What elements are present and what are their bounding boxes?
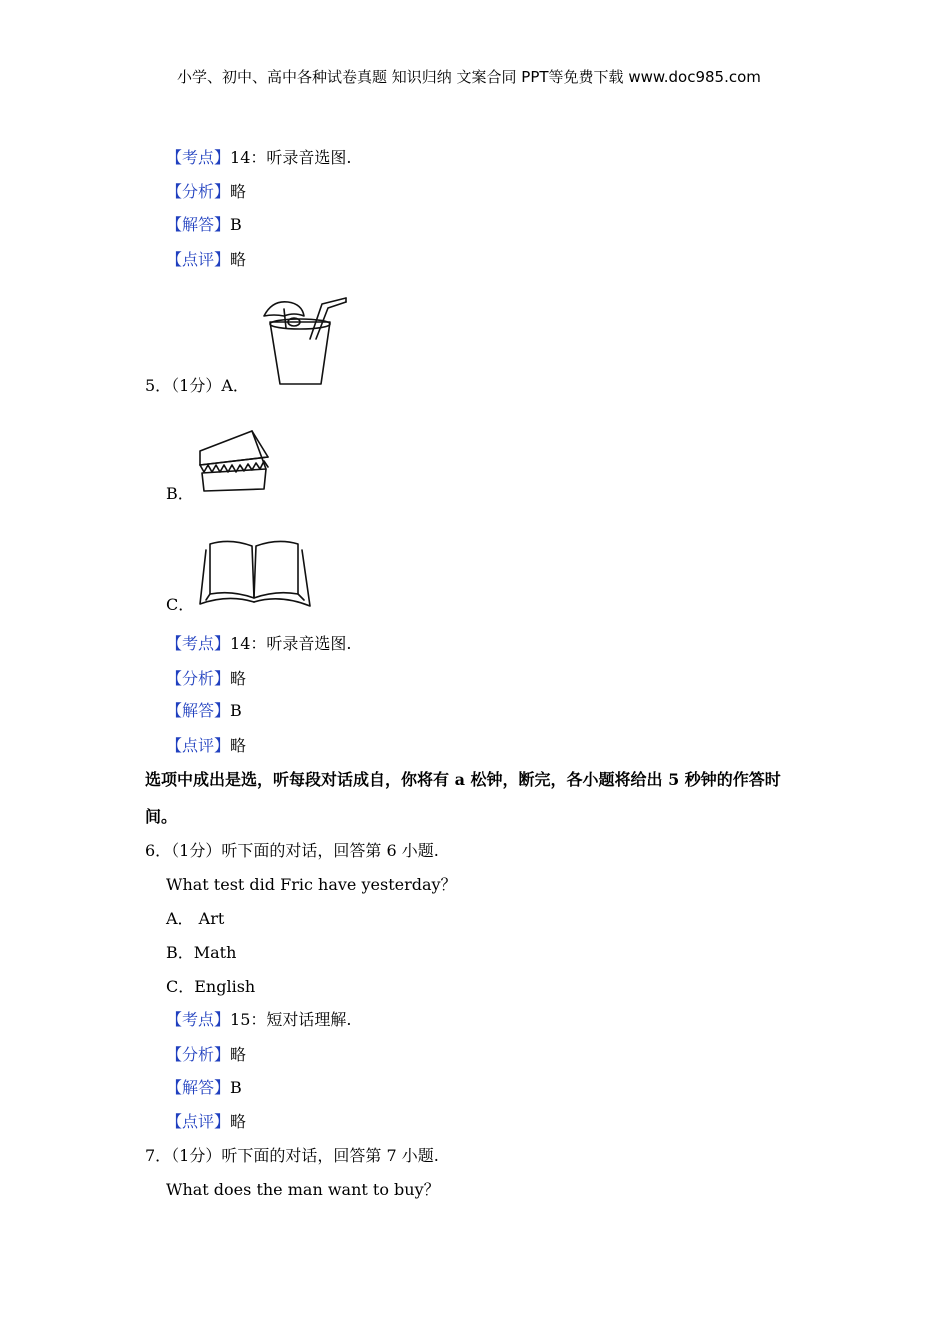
open-book-icon	[194, 536, 314, 608]
dianping-row	[166, 736, 246, 756]
fenxi-text: 略	[230, 1045, 247, 1064]
dianping-row	[166, 250, 246, 270]
kaodian-text: 14：听录音选图.	[230, 148, 352, 167]
instruction-line-1: 选项中成出是选，听每段对话成自，你将有 a 松钟，断完，各小题将给出 5 秒钟的作答时	[145, 770, 781, 789]
jieda-label: 【解答】	[166, 1078, 231, 1097]
kaodian-text: 15：短对话理解.	[230, 1010, 352, 1029]
q7-stem: 7．（1分）听下面的对话，回答第 7 小题.	[145, 1146, 439, 1165]
q5-option-c-label: C．	[166, 595, 195, 614]
q5-option-b-label: B．	[166, 484, 194, 503]
jieda-row	[166, 215, 242, 235]
kaodian-label: 【考点】	[166, 1010, 231, 1029]
jieda-label: 【解答】	[166, 701, 231, 720]
kaodian-text: 14：听录音选图.	[230, 634, 352, 653]
dianping-label: 【点评】	[166, 736, 231, 755]
fenxi-label: 【分析】	[166, 669, 231, 688]
fenxi-text: 略	[230, 669, 247, 688]
q6-stem: 6．（1分）听下面的对话，回答第 6 小题.	[145, 841, 439, 860]
jieda-label: 【解答】	[166, 215, 231, 234]
jieda-text: B	[230, 701, 242, 720]
dianping-label: 【点评】	[166, 1112, 231, 1131]
kaodian-row	[166, 634, 351, 654]
fenxi-text: 略	[230, 182, 247, 201]
fenxi-row	[166, 669, 246, 689]
jieda-text: B	[230, 1078, 242, 1097]
drink-cup-icon	[258, 294, 348, 389]
instruction-line-2: 间。	[145, 807, 178, 826]
page-header: 小学、初中、高中各种试卷真题 知识归纳 文案合同 PPT等免费下载 www.doc985.com	[177, 68, 761, 86]
jieda-row	[166, 701, 242, 721]
dianping-row	[166, 1112, 246, 1132]
dianping-text: 略	[230, 736, 247, 755]
kaodian-label: 【考点】	[166, 148, 231, 167]
dianping-text: 略	[230, 250, 247, 269]
fenxi-label: 【分析】	[166, 1045, 231, 1064]
sandwich-icon	[194, 427, 274, 495]
q7-question: What does the man want to buy？	[166, 1180, 440, 1199]
q6-option-c: C．English	[166, 977, 256, 996]
kaodian-row	[166, 148, 351, 168]
q5-number-label: 5．（1分）A．	[145, 376, 249, 395]
kaodian-label: 【考点】	[166, 634, 231, 653]
jieda-text: B	[230, 215, 242, 234]
dianping-text: 略	[230, 1112, 247, 1131]
dianping-label: 【点评】	[166, 250, 231, 269]
fenxi-row	[166, 1045, 246, 1065]
q6-option-b: B．Math	[166, 943, 237, 962]
q6-question: What test did Fric have yesterday？	[166, 875, 457, 894]
q6-option-a: A． Art	[166, 909, 225, 928]
jieda-row	[166, 1078, 242, 1098]
kaodian-row	[166, 1010, 351, 1030]
fenxi-row	[166, 182, 246, 202]
fenxi-label: 【分析】	[166, 182, 231, 201]
